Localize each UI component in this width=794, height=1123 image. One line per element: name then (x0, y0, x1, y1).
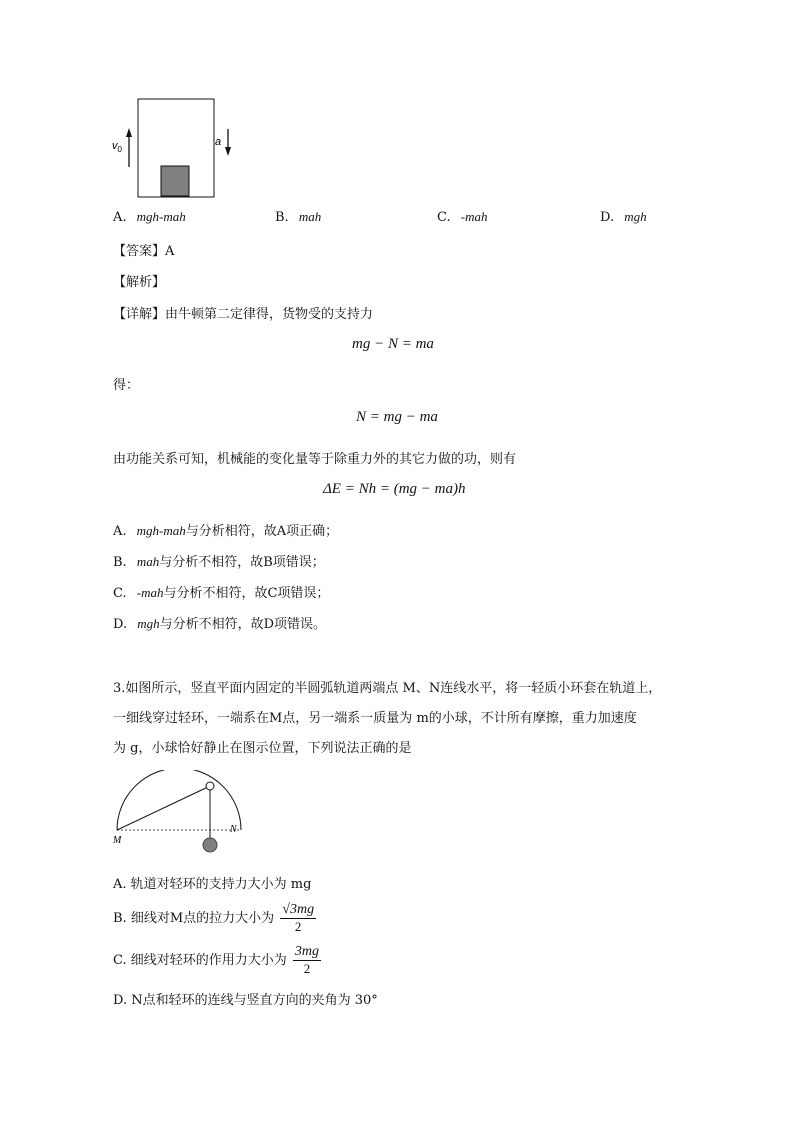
q3-option-a: A. 轨道对轻环的支持力大小为 mg (113, 877, 312, 892)
judgment-expr: mgh (137, 616, 160, 631)
label-n: N (230, 824, 237, 835)
equation-3: ΔE = Nh = (mg − ma)h (323, 481, 466, 497)
fraction-c-denominator: 2 (303, 961, 311, 976)
judgment-expr: -mah (136, 585, 164, 600)
judgment-letter: A. (113, 524, 127, 539)
judgment-text: 与分析不相符，故B项错误； (159, 555, 325, 570)
semicircle-figure (108, 770, 248, 860)
equation-2: N = mg − ma (356, 409, 438, 425)
q2-option-c (437, 209, 487, 225)
option-letter: D. (600, 210, 615, 225)
judgment-d (113, 613, 326, 632)
analysis-heading: 【解析】 (113, 275, 166, 290)
a-label: a (215, 136, 222, 148)
answer-line: 【答案】A (113, 244, 175, 259)
option-letter: C. (437, 210, 451, 225)
fraction-b (280, 902, 316, 935)
elevator-figure (110, 95, 250, 200)
v0-label: $v_0$ (112, 140, 122, 154)
judgment-c (113, 582, 329, 601)
option-c-prefix: C. 细线对轻环的作用力大小为 (113, 953, 287, 968)
option-b-prefix: B. 细线对M点的拉力大小为 (113, 911, 275, 926)
ball (203, 838, 217, 852)
option-value: -mah (460, 209, 488, 224)
de-label: 得： (113, 378, 140, 393)
q2-option-d (600, 209, 647, 225)
judgment-letter: D. (113, 617, 128, 632)
q3-line-1: 3.如图所示，竖直平面内固定的半圆弧轨道两端点 M、N连线水平，将一轻质小环套在轨道上， (113, 681, 662, 696)
v0-arrowhead (126, 128, 132, 137)
string-m-to-ring (117, 786, 210, 830)
judgment-b (113, 551, 325, 570)
option-value: mah (298, 209, 322, 224)
fraction-b-numerator: √3mg (282, 902, 315, 917)
q3-option-c (113, 944, 321, 977)
judgment-letter: B. (113, 555, 127, 570)
fraction-b-denominator: 2 (294, 919, 302, 934)
light-ring (206, 782, 214, 790)
label-m: M (113, 835, 122, 846)
judgment-letter: C. (113, 586, 127, 601)
option-letter: B. (275, 210, 289, 225)
q2-option-a (113, 209, 186, 225)
fraction-c-numerator: 3mg (294, 944, 320, 959)
cargo-block (161, 166, 189, 196)
judgment-text: 与分析相符，故A项正确； (185, 524, 339, 539)
option-letter: A. (113, 210, 127, 225)
judgment-a (113, 520, 338, 539)
q2-option-b (275, 209, 321, 225)
a-arrowhead (225, 147, 231, 156)
judgment-text: 与分析不相符，故C项错误； (163, 586, 330, 601)
judgment-text: 与分析不相符，故D项错误。 (159, 617, 327, 632)
detail-line: 【详解】由牛顿第二定律得，货物受的支持力 (113, 307, 374, 322)
q3-option-d: D. N点和轻环的连线与竖直方向的夹角为 30° (113, 993, 378, 1008)
q3-line-2: 一细线穿过轻环，一端系在M点，另一端系一质量为 m的小球，不计所有摩擦，重力加速度 (113, 711, 637, 726)
option-value: mgh-mah (136, 209, 186, 224)
equation-1: mg − N = ma (352, 336, 434, 352)
fraction-c (293, 944, 321, 977)
option-value: mgh (624, 209, 647, 224)
energy-text: 由功能关系可知，机械能的变化量等于除重力外的其它力做的功，则有 (113, 452, 517, 467)
q3-option-b (113, 902, 316, 935)
judgment-expr: mgh-mah (136, 523, 186, 538)
q3-line-3: 为 g，小球恰好静止在图示位置，下列说法正确的是 (113, 741, 412, 756)
judgment-expr: mah (136, 554, 160, 569)
